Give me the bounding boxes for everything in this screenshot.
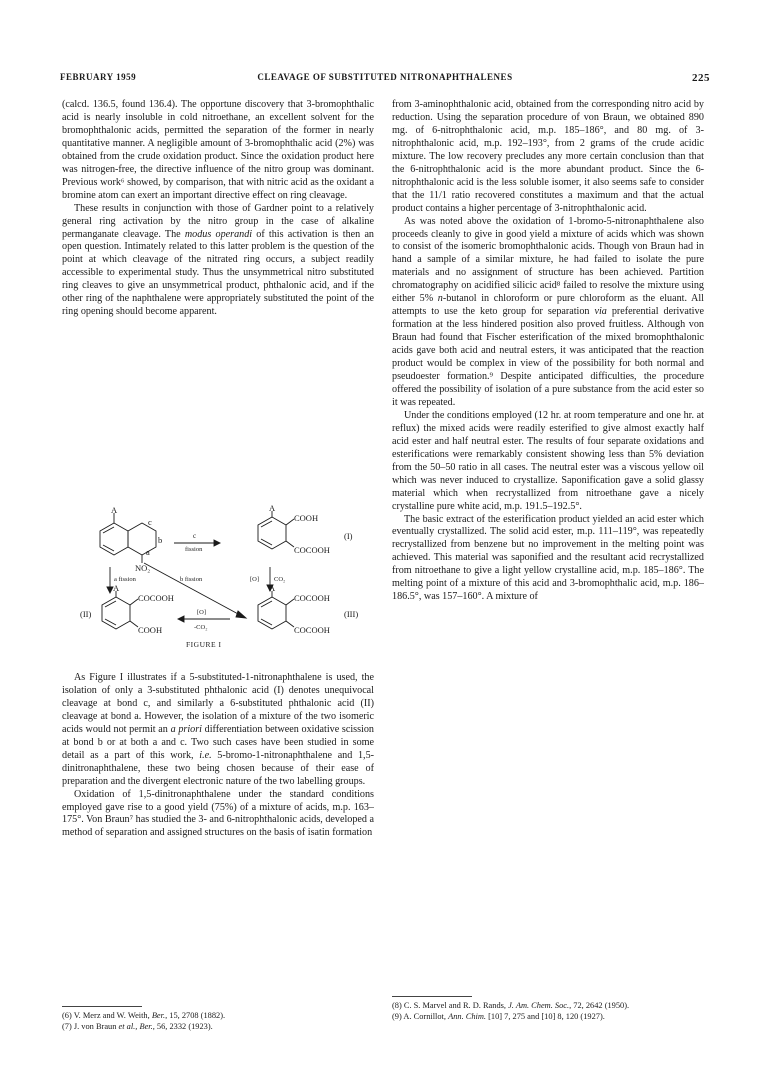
paragraph: from 3-aminophthalonic acid, obtained from the corresponding nitro acid by reduction. Using the separation procedure of von Braun, we obtained 890 mg. of 6-nitrophthalonic acid, m.p. 185–186°, and 80 mg. of 3-nitrophthalonic acid, m.p. 192–193°, from 2 grams of the crude acidic mixture. The low recovery precludes any more certain conclusion than that the 6-nitrophthalonic acid is the more abundant product. Since the 6-nitrophthalonic acid is the less soluble isomer, it also seems safe to consider that the 11/1 ratio recovered constitutes a maximum and that the actual product contains a higher percentage of 3-nitrophthalonic acid. (392, 99, 704, 214)
footnote-8: (8) C. S. Marvel and R. D. Rands, J. Am. Chem. Soc., 72, 2642 (1950). (392, 1001, 630, 1010)
footnote-rule-right (392, 996, 472, 997)
footnotes-right (392, 1000, 704, 1022)
paragraph: (calcd. 136.5, found 136.4). The opportune discovery that 3-bromophthalic acid is nearly insoluble in cold nitroethane, an excellent solvent for the bromophthalonic acids, permitted the separation of the former in nearly quantitative manner. A negligible amount of 3-bromophthalic acid (2%) was obtained from the crude oxidation product. Since the oxidation product here was nitrogen-free, the directive influence of the nitro group was dominant. Previous work⁶ showed, by comparison, that with nitric acid as the oxidant a bromine atom can exert an important directive effect on ring cleavage. (62, 99, 374, 201)
benzene-ring-I (258, 517, 286, 549)
arrow-c-label: c (193, 532, 197, 540)
oxidation-label: [O] (250, 576, 260, 583)
paragraph: These results in conjunction with those of Gardner point to a relatively general ring activation by the nitro group in the case of alkaline permanganate cleavage. The modus operandi of this activation is then an open question. Intimately related to this latter problem is the question of the point at which cleavage of the nitrated ring occurs, a subject readily accessible to experimental study. Thus the unsymmetrical nitro substituted ring cleaves to give an unsymmetrical product, phthalonic acid, and if the other ring of the naphthalene were appropriately substituted the point of the ring opening should become apparent. (62, 202, 374, 318)
co2-label: CO₂ (274, 576, 286, 583)
cooh-II: COOH (138, 625, 163, 635)
roman-III: (III) (344, 609, 359, 619)
paragraph: Under the conditions employed (12 hr. at room temperature and one hr. at reflux) the mixed acids were readily esterified to give almost exactly half acid ester and half neutral ester. The results of four separate oxidations and esterifications were remarkably consistent showing less than 5% deviation from the 50–50 ratio in all cases. The neutral ester was a viscous yellow oil which was never induced to crystallize. Saponification gave a solid glassy material which when recrystallized from nitroethane gave a nicely crystalline pure white acid, m.p. 191.5–192.5°. (392, 409, 704, 512)
left-column-top (62, 99, 374, 319)
minus-co2-label: -CO₂ (194, 624, 208, 631)
label-no2: NO₂ (135, 563, 151, 573)
a-fission-label: a fission (114, 576, 136, 583)
header-title: CLEAVAGE OF SUBSTITUTED NITRONAPHTHALENES (257, 72, 513, 82)
header-date: FEBRUARY 1959 (60, 72, 137, 82)
cooh-I: COOH (294, 513, 319, 523)
label-A-III: A (269, 583, 276, 593)
figure-caption: FIGURE I (186, 640, 222, 649)
running-header (60, 72, 710, 86)
footnote-9: (9) A. Cornillot, Ann. Chim. [10] 7, 275 and [10] 8, 120 (1927). (392, 1012, 605, 1021)
cocooh-II: COCOOH (138, 593, 174, 603)
arrow-c-text: fission (185, 546, 203, 553)
roman-I: (I) (344, 531, 353, 541)
label-A-I: A (269, 505, 276, 513)
page-number: 225 (692, 72, 710, 84)
label-A-II: A (113, 583, 120, 593)
paragraph: As Figure I illustrates if a 5-substituted-1-nitronaphthalene is used, the isolation of only a 3-substituted phthalonic acid (I) denotes unequivocal cleavage at bond c, and similarly a 6-substituted phthalonic acid (II) cleavage at bond a. However, the isolation of a mixture of the two isomeric acids would not permit an a priori differentiation between oxidative scission at bond b or at both a and c. Two such cases have been studied in some detail as a part of this work, i.e. 5-bromo-1-nitronaphthalene and 1,5-dinitronaphthalene, these two being chosen because of their ease of preparation and the divergent electronic nature of the two labelling groups. (62, 672, 375, 787)
naphthalene-ring-right (128, 523, 156, 555)
cocooh-III: COCOOH (294, 593, 330, 603)
right-column (392, 99, 704, 604)
figure-reaction-scheme (62, 505, 374, 665)
benzene-ring-III (258, 597, 286, 629)
label-A: A (111, 505, 118, 515)
label-c: c (148, 517, 152, 527)
left-column-bottom (62, 672, 374, 840)
footnote-6: (6) V. Merz and W. Weith, Ber., 15, 2708 (1882). (62, 1011, 226, 1020)
footnote-7: (7) J. von Braun et al., Ber., 56, 2332 (1923). (62, 1022, 213, 1031)
paragraph: The basic extract of the esterification product yielded an acid ester which eventually crystallized. The solid acid ester, m.p. 111–119°, was repeatedly recrystallized from benzene but no improvement in the melting point was achieved. This material was saponified and the resultant acid recrystallized from nitroethane to give a light yellow crystalline acid, m.p. 185–186°. The melting point of a mixture of this acid and 3-bromophthalic acid, m.p. 186–186.5°, was 157–160°. A mixture of (392, 513, 704, 603)
cocooh-I: COCOOH (294, 545, 330, 555)
b-fission-label: b fission (180, 576, 203, 583)
paragraph: As was noted above the oxidation of 1-bromo-5-nitronaphthalene also proceeds cleanly to give in good yield a mixture of acids which was shown to consist of the isomeric bromophthalonic acids. Though von Braun had in hand a sample of a similar mixture, he had failed to isolate the pure materials and no assignment of structure has been achieved. Partition chromatography on acidified silicic acid⁸ failed to resolve the mixture using either 5% n-butanol in chloroform or pure chloroform as the eluant. All attempts to use the keto group for separation via preferential derivative formation at the less hindered position also proved fruitless. Although von Braun had found that Fischer esterification of the mixed bromophthalonic acids gave both acid and neutral esters, it was anticipated that the reaction product would be complex in view of the possibility for both normal and pseudoester formation.⁹ Despite anticipated difficulties, the procedure offered the possibility of isolation of a pure substance from the acid ester so it was repeated. (392, 215, 705, 408)
naphthalene-ring-left (100, 523, 128, 555)
roman-II: (II) (80, 609, 92, 619)
benzene-ring-II (102, 597, 130, 629)
footnotes-left (62, 1010, 374, 1032)
label-a: a (146, 547, 150, 557)
arrow-b-fission (144, 563, 240, 615)
cocooh-III-2: COCOOH (294, 625, 330, 635)
oxidation-bottom-label: [O] (197, 609, 207, 616)
footnote-rule-left (62, 1006, 142, 1007)
paragraph: Oxidation of 1,5-dinitronaphthalene under the standard conditions employed gave rise to a good yield (75%) of a mixture of acids, m.p. 163–175°. Von Braun⁷ has studied the 3- and 6-nitrophthalonic acids, developed a method of separation and assigned structures on the basis of isatin formation (62, 788, 374, 839)
label-b: b (158, 535, 163, 545)
